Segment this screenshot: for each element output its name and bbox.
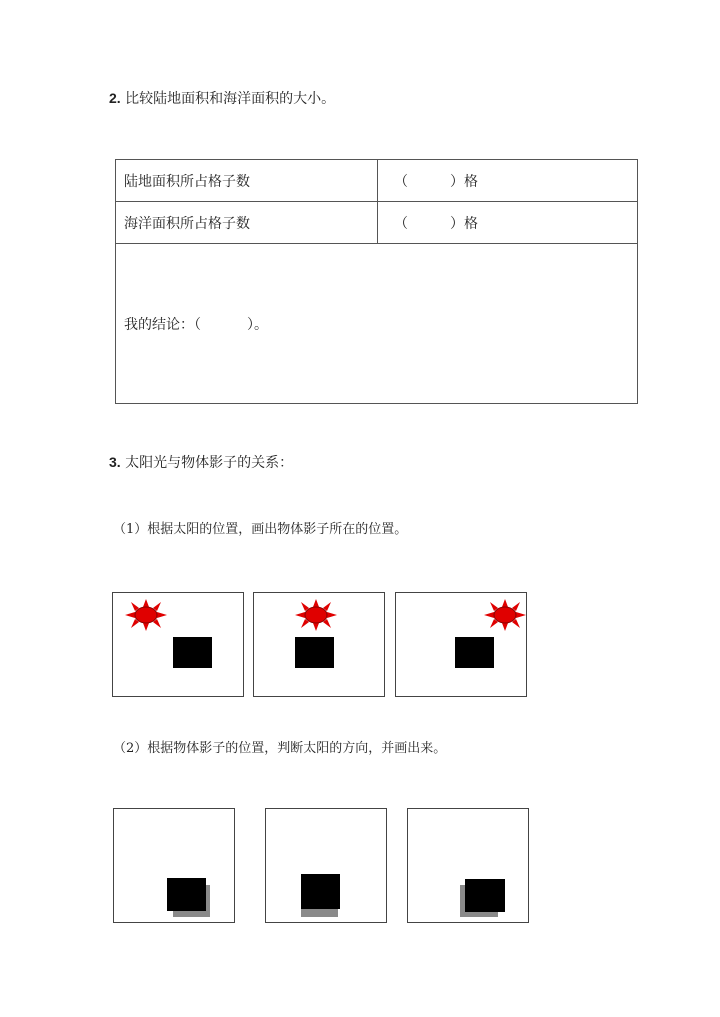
conclusion-row <box>116 244 638 404</box>
drawing-box-6[interactable] <box>407 808 529 923</box>
conclusion-cell[interactable] <box>116 244 638 404</box>
part-2-instruction: （2）根据物体影子的位置，判断太阳的方向，并画出来。 <box>113 741 447 756</box>
question-text: 太阳光与物体影子的关系： <box>125 455 294 471</box>
sun-icon <box>295 599 337 631</box>
conclusion-suffix: ）。 <box>247 316 268 333</box>
close-paren: ）格 <box>450 215 478 232</box>
object-block <box>301 874 340 909</box>
question-number: 2. <box>109 90 121 106</box>
sun-icon <box>484 599 526 631</box>
question-2-title <box>109 88 335 108</box>
answer-cell[interactable] <box>378 202 638 244</box>
comparison-table <box>115 159 638 404</box>
open-paren: （ <box>394 173 408 190</box>
drawing-box-3[interactable] <box>395 592 527 697</box>
table-row <box>116 160 638 202</box>
open-paren: （ <box>394 215 408 232</box>
question-text: 比较陆地面积和海洋面积的大小。 <box>125 91 336 107</box>
object-block <box>295 637 334 668</box>
sun-icon <box>125 599 167 631</box>
question-number: 3. <box>109 454 121 470</box>
row-label: 海洋面积所占格子数 <box>116 202 378 244</box>
drawing-box-1[interactable] <box>112 592 244 697</box>
row-label: 陆地面积所占格子数 <box>116 160 378 202</box>
drawing-box-5[interactable] <box>265 808 387 923</box>
conclusion-prefix: 我的结论：（ <box>124 316 201 333</box>
part-1-instruction: （1）根据太阳的位置，画出物体影子所在的位置。 <box>113 522 408 537</box>
object-block <box>465 879 505 912</box>
answer-cell[interactable] <box>378 160 638 202</box>
table-row <box>116 202 638 244</box>
question-3-title <box>109 452 293 472</box>
drawing-box-2[interactable] <box>253 592 385 697</box>
object-block <box>173 637 212 668</box>
object-block <box>167 878 206 911</box>
object-block <box>455 637 494 668</box>
close-paren: ）格 <box>450 173 478 190</box>
drawing-box-4[interactable] <box>113 808 235 923</box>
